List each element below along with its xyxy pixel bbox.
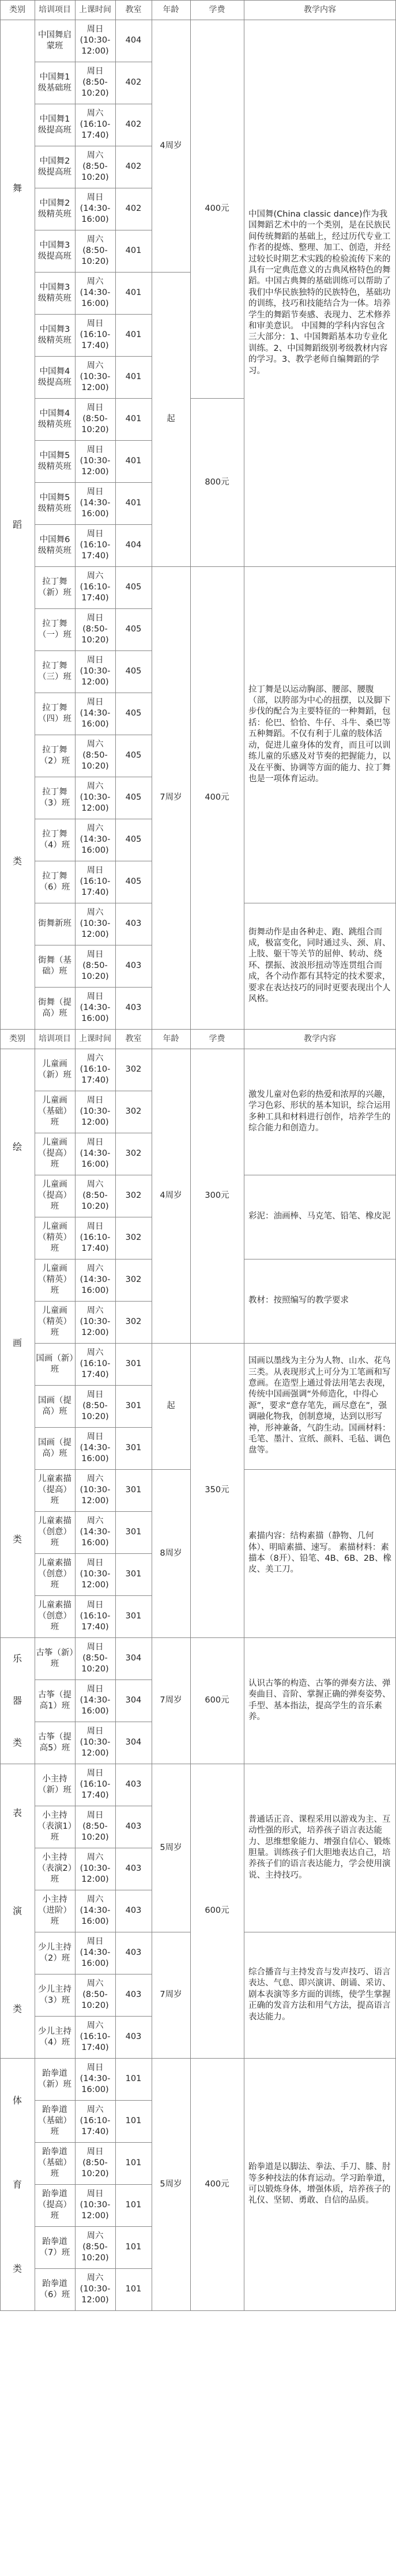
grid-line <box>244 1029 396 1030</box>
class-room: 405 <box>125 625 142 634</box>
grid-line <box>0 1049 1 2310</box>
category-char: 类 <box>12 2263 22 2274</box>
grid-line <box>0 0 396 1</box>
header-content: 教学内容 <box>304 1034 336 1043</box>
class-name: 拉丁舞（6）班 <box>39 871 70 892</box>
class-time: 周六 (10:30-12:00) <box>80 2274 111 2305</box>
class-name: 中国舞6级精英班 <box>38 535 71 555</box>
class-room: 401 <box>125 456 142 466</box>
class-time: 周六 (8:50-10:20) <box>81 235 109 266</box>
class-room: 101 <box>125 2116 142 2125</box>
grid-line <box>75 1029 76 1049</box>
class-room: 302 <box>125 1191 142 1200</box>
class-time: 周日 (10:30-12:00) <box>80 2189 111 2221</box>
class-room: 101 <box>125 2284 142 2294</box>
class-name: 街舞（基础）班 <box>38 955 71 976</box>
class-time: 周日 (10:30-12:00) <box>80 1096 111 1127</box>
class-name: 中国舞3级提高班 <box>38 240 71 261</box>
class-room: 403 <box>125 1003 142 1012</box>
class-name: 中国舞5级精英班 <box>38 451 71 471</box>
class-room: 401 <box>125 498 142 508</box>
class-name: 中国舞1级基础班 <box>38 72 71 93</box>
class-time: 周日 (14:30-16:00) <box>80 487 111 519</box>
class-name: 拉丁舞（2）班 <box>39 745 70 766</box>
class-time: 周六 (8:50-10:20) <box>81 2231 109 2263</box>
teaching-content: 教材：按照编写的教学要求 <box>248 1296 349 1306</box>
category-char: 育 <box>12 2178 22 2190</box>
class-name: 拉丁舞（三）班 <box>38 661 71 682</box>
class-room: 301 <box>125 1359 142 1368</box>
age-range: 起 <box>167 1401 175 1410</box>
class-room: 405 <box>125 835 142 844</box>
grid-line <box>190 1029 191 1049</box>
header-time: 上课时间 <box>79 5 111 14</box>
class-time: 周日 (16:10-17:40) <box>80 319 111 350</box>
class-name: 儿童素描（创意）班 <box>38 1601 71 1632</box>
class-time: 周日 (14:30-16:00) <box>80 698 111 729</box>
class-time: 周日 (8:50-10:20) <box>81 1811 109 1842</box>
class-room: 304 <box>125 1696 142 1705</box>
class-room: 405 <box>125 709 142 718</box>
class-time: 周日 (8:50-10:20) <box>81 950 109 981</box>
grid-line <box>35 1029 152 1030</box>
class-room: 401 <box>125 414 142 423</box>
fee-value: 400元 <box>205 204 229 213</box>
header-fee: 学费 <box>209 5 225 14</box>
class-time: 周六 (10:30-12:00) <box>80 361 111 392</box>
grid-line <box>190 0 191 20</box>
category-char: 演 <box>12 1905 22 1916</box>
class-time: 周六 (16:10-17:40) <box>80 1054 111 1085</box>
class-name: 跆拳道（7）班 <box>39 2237 70 2257</box>
class-room: 101 <box>125 2200 142 2210</box>
class-room: 403 <box>125 1906 142 1915</box>
class-room: 401 <box>125 372 142 381</box>
class-time: 周六 (10:30-12:00) <box>80 908 111 939</box>
fee-value: 300元 <box>205 1191 229 1200</box>
category-char: 器 <box>12 1695 22 1706</box>
class-room: 405 <box>125 793 142 802</box>
class-room: 302 <box>125 1317 142 1326</box>
class-time: 周六 (10:30-12:00) <box>80 782 111 813</box>
class-room: 101 <box>125 2242 142 2252</box>
category-char: 蹈 <box>12 519 22 530</box>
class-time: 周日 (14:30-16:00) <box>80 2063 111 2094</box>
class-time: 周六 (10:30-12:00) <box>80 1474 111 1505</box>
class-name: 跆拳道（新）班 <box>38 2068 71 2089</box>
class-name: 古筝（新）班 <box>36 1648 74 1669</box>
class-room: 301 <box>125 1401 142 1410</box>
grid-line <box>75 20 76 1029</box>
header-category: 类别 <box>9 5 25 14</box>
class-room: 403 <box>125 1864 142 1873</box>
class-room: 301 <box>125 1527 142 1537</box>
class-name: 街舞新班 <box>38 919 71 928</box>
class-room: 403 <box>125 919 142 928</box>
category-char: 舞 <box>12 182 22 194</box>
class-time: 周日 (10:30-12:00) <box>80 445 111 476</box>
class-room: 304 <box>125 1738 142 1747</box>
grid-line <box>115 20 116 1029</box>
fee-value: 400元 <box>205 793 229 802</box>
class-name: 跆拳道（基础）班 <box>38 2147 71 2178</box>
class-name: 国画（新）班 <box>36 1353 74 1374</box>
class-room: 404 <box>125 36 142 45</box>
class-name: 儿童素描（创意）班 <box>38 1516 71 1548</box>
age-range: 起 <box>167 414 175 423</box>
class-time: 周六 (8:50-10:20) <box>81 740 109 771</box>
class-time: 周六 (16:10-17:40) <box>80 1348 111 1379</box>
class-time: 周六 (14:30-16:00) <box>80 1516 111 1548</box>
class-time: 周日 (16:10-17:40) <box>80 1769 111 1800</box>
header-age: 年龄 <box>163 1034 179 1043</box>
class-name: 中国舞2级精英班 <box>38 198 71 219</box>
class-name: 儿童画（精英）班 <box>38 1306 71 1337</box>
header-class-name: 培训项目 <box>39 5 71 14</box>
grid-line <box>190 20 191 1029</box>
teaching-content: 素描内容：结构素描（静物、几何体）、明暗素描、速写。 素描材料：素描本（8开）、铅笔、4B、6B、2B、橡皮、美工刀。 <box>248 1531 391 1575</box>
class-name: 中国舞3级精英班 <box>38 324 71 345</box>
class-name: 中国舞2级提高班 <box>38 156 71 177</box>
class-time: 周日 (8:50-10:20) <box>81 403 109 434</box>
teaching-content: 彩泥：油画棒、马克笔、铅笔、橡皮泥 <box>248 1212 391 1221</box>
grid-line <box>115 1029 116 1049</box>
class-time: 周日 (14:30-16:00) <box>80 1937 111 1968</box>
class-name: 小主持（表演1）班 <box>37 1811 72 1842</box>
class-room: 101 <box>125 2074 142 2083</box>
class-time: 周日 (16:10-17:40) <box>80 1222 111 1253</box>
class-room: 302 <box>125 1275 142 1284</box>
class-room: 403 <box>125 1822 142 1831</box>
class-name: 少儿主持（2）班 <box>38 1942 71 1963</box>
class-room: 301 <box>125 1485 142 1495</box>
grid-line <box>0 2310 396 2311</box>
class-name: 少儿主持（3）班 <box>38 1984 71 2005</box>
class-name: 儿童素描（提高）班 <box>38 1474 71 1505</box>
class-room: 401 <box>125 246 142 255</box>
category-char: 绘 <box>12 1141 22 1152</box>
teaching-content: 街舞动作是由各种走、跑、跳组合而成，极富变化，同时通过头、颈、肩、上肢、躯干等关节的屈伸、转动、绕环、摆振、波浪形扭动等连贯组合而成，各个动作都有其特定的技术要求，要求在表达技巧的同时更要表现出个人风格。 <box>248 927 391 1004</box>
age-range: 8周岁 <box>160 1548 182 1558</box>
class-name: 儿童画（提高）班 <box>38 1138 71 1169</box>
category-char: 乐 <box>12 1653 22 1664</box>
header-room: 教室 <box>125 5 142 14</box>
class-time: 周六 (14:30-16:00) <box>80 1895 111 1926</box>
class-time: 周六 (8:50-10:20) <box>81 1979 109 2010</box>
class-name: 儿童画（提高）班 <box>38 1180 71 1211</box>
age-range: 5周岁 <box>160 2179 182 2189</box>
grid-line <box>0 1029 35 1030</box>
class-time: 周六 (14:30-16:00) <box>80 277 111 308</box>
header-class-name: 培训项目 <box>39 1034 71 1043</box>
header-category: 类别 <box>9 1034 25 1043</box>
class-room: 403 <box>125 961 142 970</box>
class-time: 周日 (8:50-10:20) <box>81 1390 109 1421</box>
category-char: 类 <box>12 2003 22 2015</box>
class-room: 403 <box>125 2032 142 2041</box>
class-name: 儿童画（新）班 <box>38 1059 71 1080</box>
class-name: 小主持（新）班 <box>38 1774 71 1795</box>
class-name: 儿童画（精英）班 <box>38 1222 71 1253</box>
class-room: 405 <box>125 667 142 676</box>
class-name: 拉丁舞（四）班 <box>38 703 71 724</box>
class-room: 402 <box>125 78 142 87</box>
grid-line <box>115 1049 116 2310</box>
class-room: 402 <box>125 162 142 171</box>
class-room: 405 <box>125 751 142 760</box>
class-name: 儿童素描（创意）班 <box>38 1559 71 1590</box>
grid-line <box>75 1049 76 2310</box>
class-room: 403 <box>125 1990 142 1999</box>
class-name: 拉丁舞（新）班 <box>38 577 71 597</box>
class-name: 中国舞5级精英班 <box>38 493 71 513</box>
class-name: 国画（提高）班 <box>38 1438 71 1458</box>
class-name: 古筝（提高5）班 <box>38 1732 71 1753</box>
class-room: 403 <box>125 1780 142 1789</box>
class-time: 周日 (10:30-12:00) <box>80 25 111 56</box>
class-name: 少儿主持（4）班 <box>38 2026 71 2047</box>
header-fee: 学费 <box>209 1034 225 1043</box>
class-time: 周六 (16:10-17:40) <box>80 572 111 603</box>
category-char: 画 <box>12 1337 22 1349</box>
class-name: 儿童画（精英）班 <box>38 1264 71 1295</box>
class-name: 拉丁舞（3）班 <box>39 787 70 808</box>
class-name: 中国舞启蒙班 <box>38 30 71 51</box>
fee-value: 350元 <box>205 1485 229 1495</box>
class-room: 402 <box>125 204 142 213</box>
category-char: 表 <box>12 1807 22 1818</box>
class-name: 拉丁舞（一）班 <box>38 619 71 640</box>
class-time: 周日 (8:50-10:20) <box>81 614 109 645</box>
class-room: 301 <box>125 1612 142 1621</box>
class-room: 405 <box>125 877 142 886</box>
class-name: 跆拳道（6）班 <box>39 2279 70 2299</box>
class-room: 304 <box>125 1654 142 1663</box>
teaching-content: 普通话正音、课程采用以游戏为主、互动性强的形式，培养孩子语言表达能力、思维想象能力、增强自信心、锻炼胆量。训练孩子们大胆地表达自己，培养孩子们的语言表达能力，学会使用演说、主持技巧。 <box>248 1814 391 1880</box>
class-room: 301 <box>125 1443 142 1452</box>
teaching-content: 中国舞(China classic dance)作为我国舞蹈艺术中的一个类别，是在民族民间传统舞蹈的基础上，经过历代专业工作者的提炼、整理、加工、创造，并经过较长时期艺术实践的检验流传下来的具有一定典范意义的古典风格特色的舞蹈。中国古典舞的基础训练可以帮助了我们中华民族独特的民族特色，基础功的训练，技巧和技能结合为一体。培养学生的舞蹈节奏感、表现力、艺术修养和审美意识。 中国舞的学科内容包含三大部分：1、中国舞蹈基本功专业化训练。2、中国舞蹈级别考级教材内容的学习。3、教学老师自编舞蹈的学习。 <box>248 209 391 376</box>
grid-line <box>0 0 1 20</box>
class-time: 周六 (16:10-17:40) <box>80 109 111 140</box>
class-time: 周日 (10:30-12:00) <box>80 1559 111 1590</box>
class-time: 周日 (14:30-16:00) <box>80 1138 111 1169</box>
header-room: 教室 <box>125 1034 142 1043</box>
grid-line <box>152 1029 190 1030</box>
class-time: 周六 (8:50-10:20) <box>81 151 109 182</box>
class-room: 402 <box>125 120 142 129</box>
class-room: 302 <box>125 1149 142 1158</box>
grid-line <box>190 1049 191 2310</box>
class-time: 周日 (14:30-16:00) <box>80 1432 111 1463</box>
grid-line <box>190 1029 244 1030</box>
class-time: 周六 (8:50-10:20) <box>81 1180 109 1211</box>
class-name: 中国舞1级提高班 <box>38 114 71 135</box>
class-room: 302 <box>125 1107 142 1116</box>
class-time: 周六 (10:30-12:00) <box>80 1306 111 1337</box>
class-time: 周日 (16:10-17:40) <box>80 866 111 897</box>
class-name: 国画（提高）班 <box>38 1395 71 1416</box>
class-name: 中国舞4级精英班 <box>38 408 71 429</box>
class-time: 周日 (8:50-10:20) <box>81 2147 109 2178</box>
age-range: 7周岁 <box>160 793 182 802</box>
category-char: 类 <box>12 855 22 867</box>
header-age: 年龄 <box>163 5 179 14</box>
class-time: 周日 (14:30-16:00) <box>80 193 111 224</box>
age-range: 7周岁 <box>160 1990 182 1999</box>
class-room: 404 <box>125 540 142 550</box>
age-range: 5周岁 <box>160 1843 182 1852</box>
class-name: 拉丁舞（4）班 <box>39 829 70 850</box>
class-name: 小主持（进阶）班 <box>38 1895 71 1926</box>
class-time: 周六 (14:30-16:00) <box>80 1264 111 1295</box>
category-char: 类 <box>12 1737 22 1748</box>
class-time: 周日 (10:30-12:00) <box>80 656 111 687</box>
grid-line <box>0 20 1 1029</box>
age-range: 4周岁 <box>160 1191 182 1200</box>
fee-value: 600元 <box>205 1906 229 1915</box>
class-time: 周日 (16:10-17:40) <box>80 1601 111 1632</box>
class-name: 跆拳道（基础）班 <box>38 2105 71 2136</box>
class-name: 街舞（提高）班 <box>38 997 71 1018</box>
grid-line <box>115 0 116 20</box>
teaching-content: 综合播音与主持发音与发声技巧、语言表达、气息、即兴演讲、朗诵、采访、剧本表演等多方面的训练，使学生掌握正确的发音方法和用气方法，提高语言表达能力。 <box>248 1967 391 2022</box>
fee-value: 600元 <box>205 1696 229 1705</box>
class-time: 周日 (14:30-16:00) <box>80 992 111 1023</box>
class-name: 中国舞3级精英班 <box>38 282 71 303</box>
category-char: 体 <box>12 2094 22 2106</box>
class-name: 中国舞4级提高班 <box>38 366 71 387</box>
class-name: 跆拳道（提高）班 <box>38 2189 71 2221</box>
class-room: 301 <box>125 1569 142 1579</box>
teaching-content: 跆拳道是以脚法、拳法、手刀、膝、肘等多种技法的体育运动。学习跆拳道，可以锻炼身体，增强体质，培养孩子的礼仪、坚韧、勇敢、自信的品质。 <box>248 2162 391 2206</box>
class-time: 周六 (16:10-17:40) <box>80 2105 111 2136</box>
fee-value: 400元 <box>205 2179 229 2189</box>
class-time: 周日 (16:10-17:40) <box>80 529 111 561</box>
class-name: 小主持（表演2）班 <box>37 1853 72 1884</box>
class-room: 401 <box>125 288 142 297</box>
header-content: 教学内容 <box>304 5 336 14</box>
class-time: 周六 (16:10-17:40) <box>80 2021 111 2052</box>
class-name: 古筝（提高1）班 <box>38 1690 71 1711</box>
class-time: 周日 (14:30-16:00) <box>80 1685 111 1716</box>
header-time: 上课时间 <box>79 1034 111 1043</box>
class-name: 儿童画（基础）班 <box>38 1096 71 1127</box>
teaching-content: 认识古筝的构造、古筝的弹奏方法、弹奏曲目、音阶、掌握正确的弹奏姿势、手型、基本指法，提高学生的音乐素养。 <box>248 1678 391 1722</box>
class-room: 302 <box>125 1065 142 1074</box>
class-room: 302 <box>125 1233 142 1242</box>
age-range: 7周岁 <box>160 1696 182 1705</box>
class-room: 101 <box>125 2158 142 2168</box>
fee-value: 800元 <box>205 477 229 487</box>
class-room: 403 <box>125 1948 142 1957</box>
category-char: 类 <box>12 1534 22 1545</box>
class-room: 405 <box>125 582 142 592</box>
grid-line <box>0 1029 1 1049</box>
teaching-content: 激发儿童对色彩的热爱和浓厚的兴趣，学习色彩、形状的基本知识，综合运用多种工具和材料进行创作，培养学生的综合能力和创造力。 <box>248 1090 391 1133</box>
teaching-content: 国画以墨线为主分为人物、山水、花鸟三类。从表现形式上可分为工笔画和写意画。在造型上通过骨法用笔去表现，传统中国画强调“外师造化，中得心源”，要求“意存笔先，画尽意在”，强调融化物我，创制意境，达到以形写神，形神兼备，气韵生动。国画材料：毛笔、墨汁、宣纸、颜料、毛毡、调色盘等。 <box>248 1356 391 1455</box>
class-time: 周日 (10:30-12:00) <box>80 1727 111 1758</box>
class-time: 周六 (10:30-12:00) <box>80 1853 111 1884</box>
age-range: 4周岁 <box>160 141 182 150</box>
class-time: 周日 (8:50-10:20) <box>81 67 109 98</box>
grid-line <box>75 0 76 20</box>
teaching-content: 拉丁舞是以运动胸部、腰部、腰腹（部，以胯部为中心的扭摆，以及脚下步伐的配合为主要特征的一种舞蹈，包括：伦巴、恰恰、牛仔、斗牛、桑巴等五种舞蹈。不仅有利于儿童的肢体活动，促进儿童身体的发育，而且可以训练儿童的乐感及对节奏的把握能力，以及在平衡、协调等方面的能力、拉丁舞也是一项体育运动。 <box>248 684 391 784</box>
class-time: 周日 (8:50-10:20) <box>81 1643 109 1674</box>
class-room: 401 <box>125 330 142 339</box>
class-time: 周六 (14:30-16:00) <box>80 824 111 855</box>
